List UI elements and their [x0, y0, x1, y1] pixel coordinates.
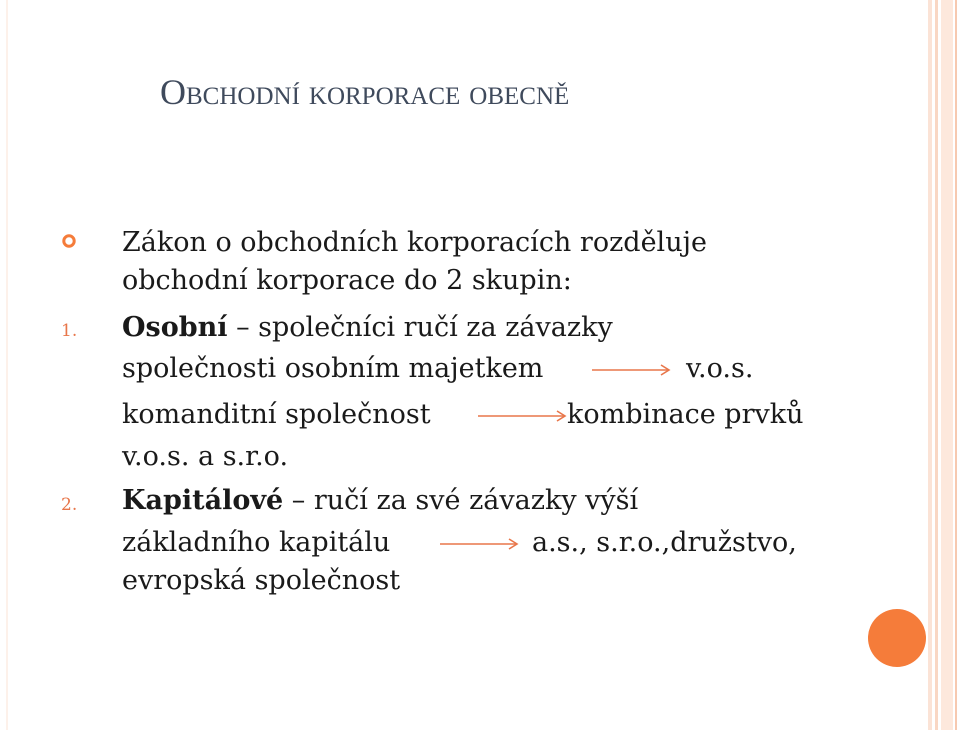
item-2-line-1: [122, 484, 638, 518]
item-1-line-2-right: v.o.s.: [686, 353, 754, 384]
intro-line-2: obchodní korporace do 2 skupin:: [122, 265, 572, 296]
decor-stripe-left: [6, 0, 8, 730]
decor-stripe: [941, 0, 953, 730]
item-1-line-1: [122, 311, 613, 345]
item-text: – společníci ručí za závazky: [227, 312, 613, 343]
item-number: 1.: [61, 321, 78, 341]
item-term: Osobní: [122, 312, 228, 343]
orange-circle: [868, 609, 926, 667]
slide-title: Obchodní korporace obecně: [160, 72, 570, 112]
item-1-line-2-left: společnosti osobním majetkem: [122, 353, 544, 384]
decor-stripe: [935, 0, 938, 730]
bullet-ring-icon: [61, 233, 77, 249]
arrow-right-icon: [592, 363, 672, 377]
item-2-line-2-left: základního kapitálu: [122, 527, 391, 558]
intro-line-1: Zákon o obchodních korporacích rozděluje: [122, 227, 707, 258]
item-number: 2.: [61, 495, 78, 515]
item-2-line-3: evropská společnost: [122, 565, 401, 596]
item-term: Kapitálové: [122, 485, 284, 516]
arrow-right-icon: [478, 409, 568, 423]
item-text: – ručí za své závazky výší: [283, 485, 639, 516]
decor-stripe: [928, 0, 932, 730]
decor-stripe: [955, 0, 957, 730]
item-1-line-3-left: komanditní společnost: [122, 399, 431, 430]
arrow-right-icon: [440, 537, 520, 551]
item-2-line-2-right: a.s., s.r.o.,družstvo,: [532, 527, 797, 558]
item-1-line-4: v.o.s. a s.r.o.: [122, 441, 289, 472]
item-1-line-3-right: kombinace prvků: [567, 399, 804, 430]
